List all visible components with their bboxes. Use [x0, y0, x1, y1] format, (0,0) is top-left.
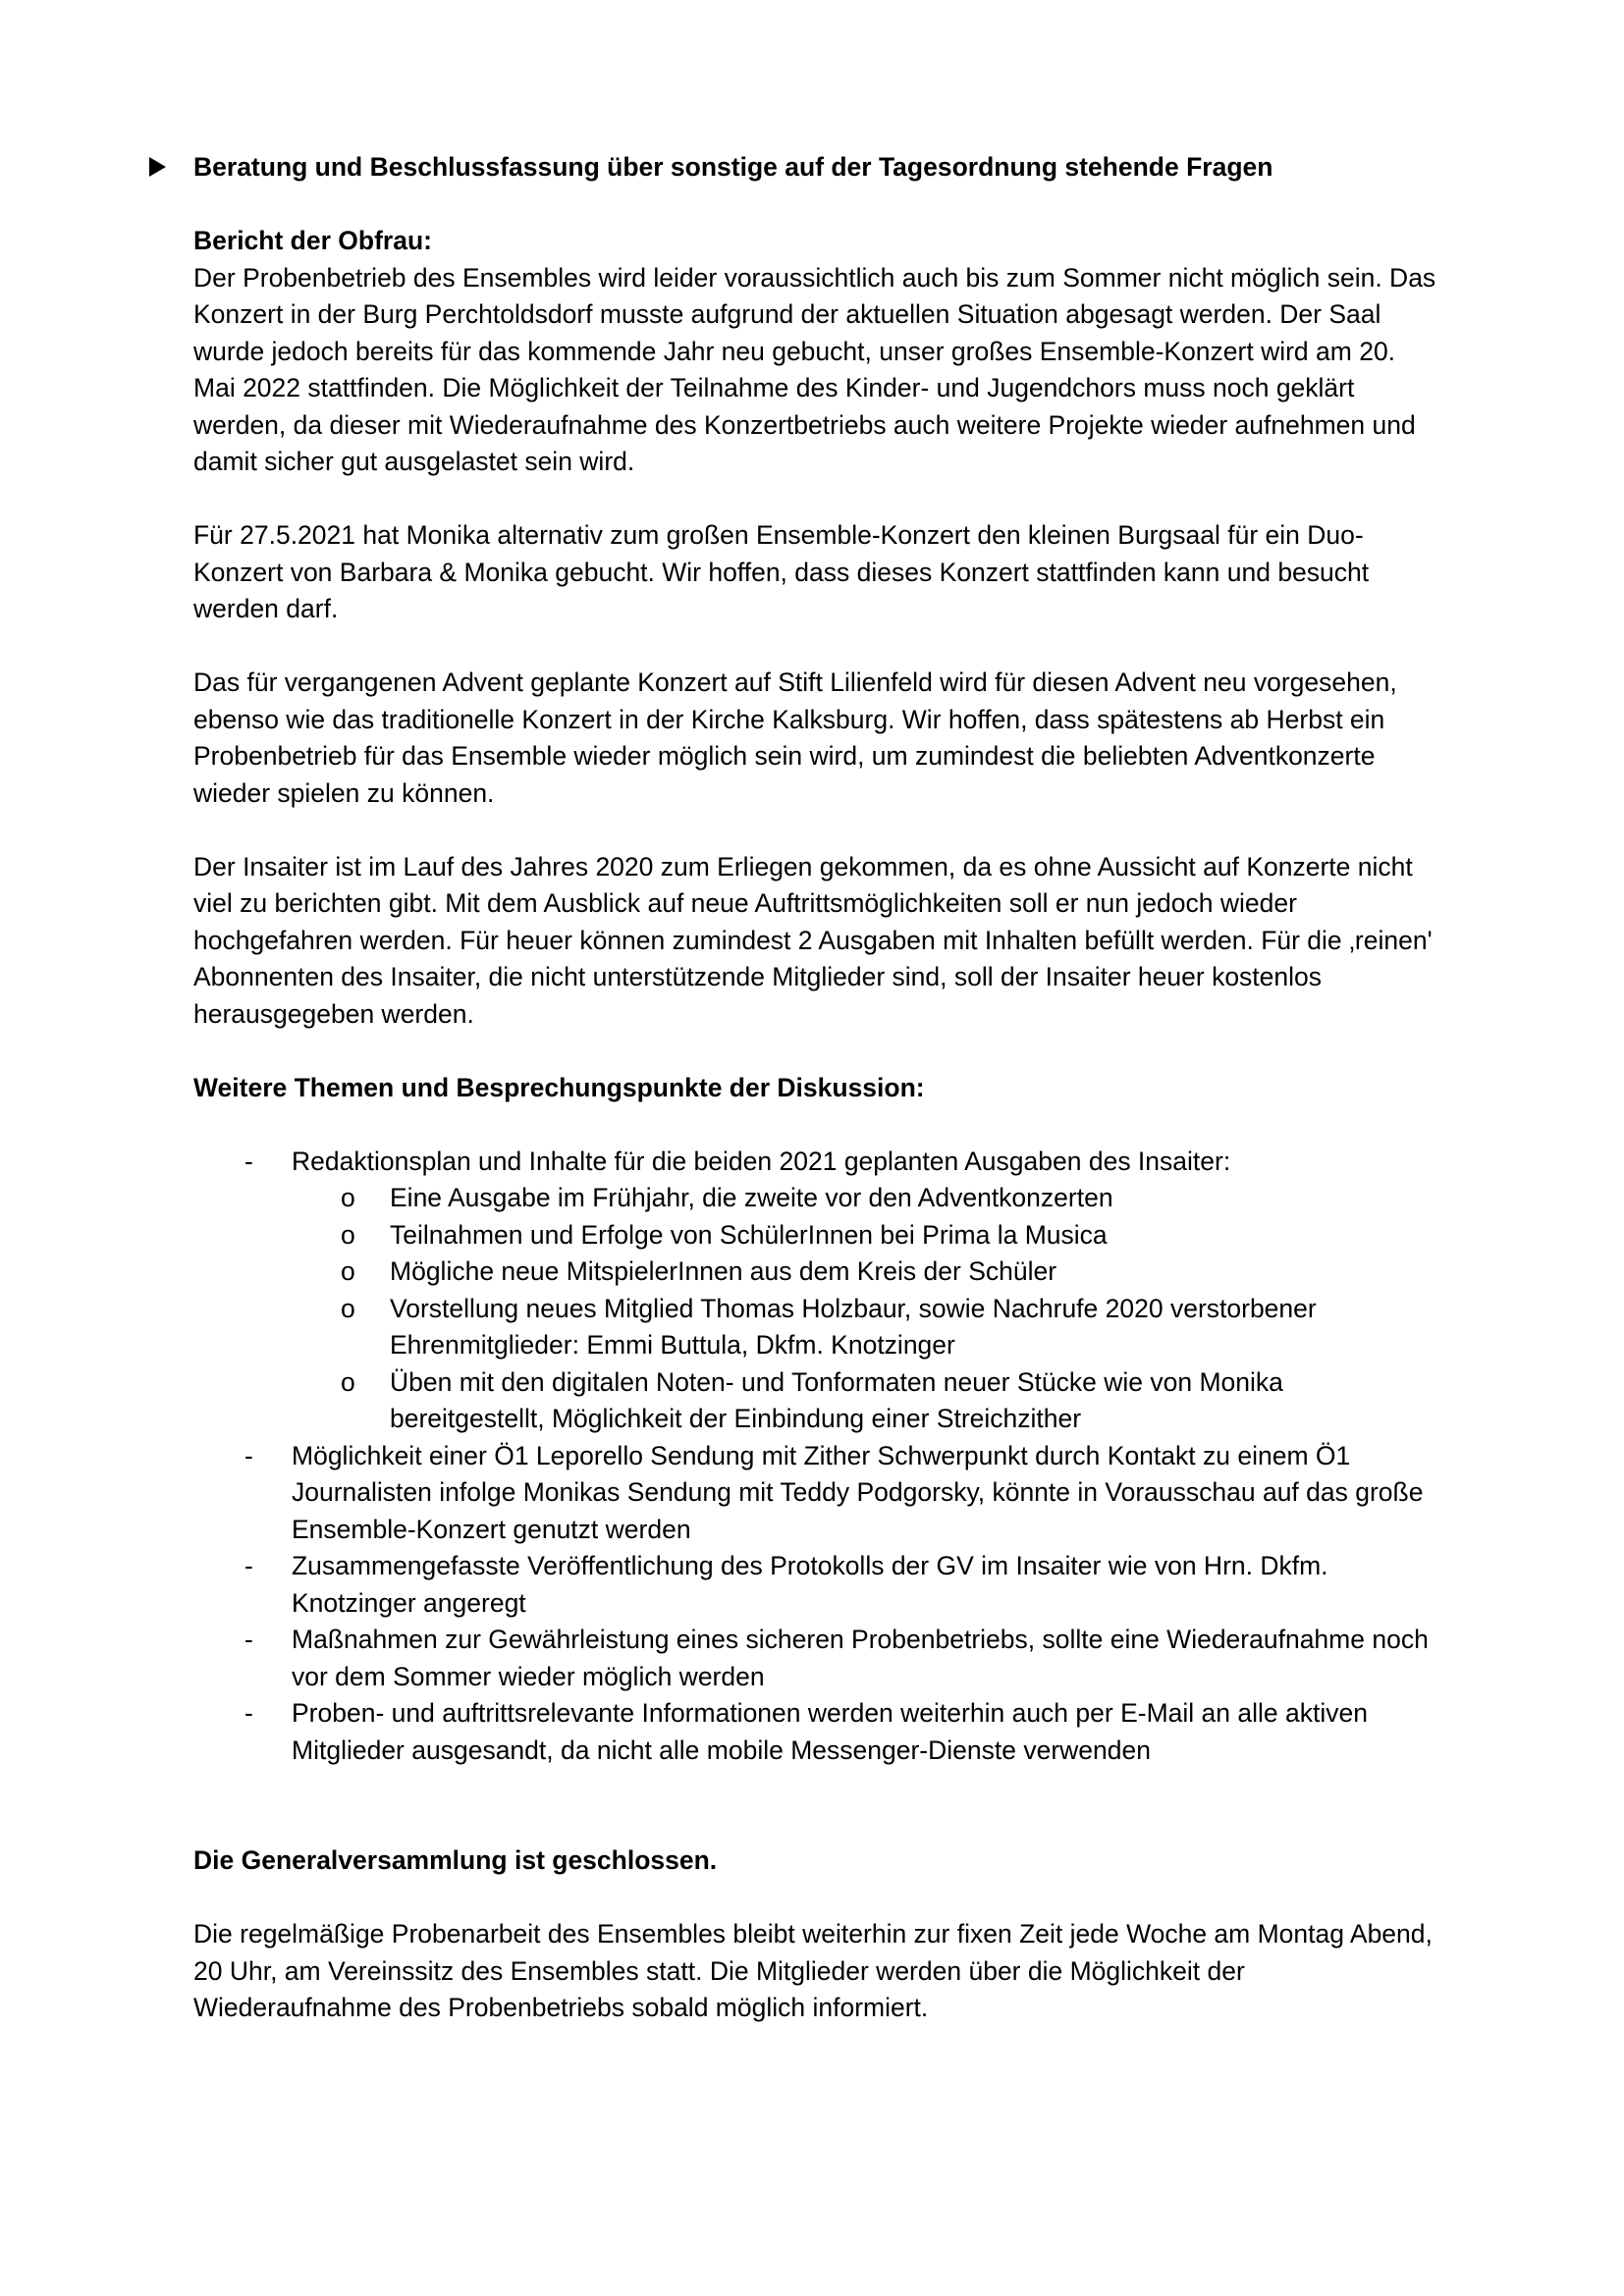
report-label: Bericht der Obfrau: — [193, 226, 432, 255]
sub-list-item — [292, 1364, 1440, 1438]
circle-bullet-icon: o — [341, 1183, 355, 1212]
dash-bullet-icon: - — [244, 1551, 253, 1580]
closing-paragraph: Die regelmäßige Probenarbeit des Ensembles bleibt weiterhin zur fixen Zeit jede Woche am Montag Abend, 20 Uhr, am Vereinssitz des Ensembles statt. Die Mitglieder werden über die Möglichkeit der Wiederaufnahme des Probenbetriebs sobald möglich informiert. — [193, 1919, 1433, 2022]
circle-bullet-icon: o — [341, 1293, 355, 1323]
arrow-bullet-icon — [149, 157, 166, 177]
list-item — [193, 1438, 1440, 1549]
dash-bullet-icon: - — [244, 1146, 253, 1176]
list-item — [193, 1622, 1440, 1695]
dash-bullet-icon: - — [244, 1625, 253, 1654]
list-item-text: Redaktionsplan und Inhalte für die beiden 2021 geplanten Ausgaben des Insaiter: — [292, 1146, 1231, 1176]
sub-list-item — [292, 1254, 1440, 1291]
sub-list-item — [292, 1291, 1440, 1364]
section-title: Beratung und Beschlussfassung über sonstige auf der Tagesordnung stehende Fragen — [193, 152, 1273, 182]
list-item-text: Proben- und auftrittsrelevante Informationen werden weiterhin auch per E-Mail an alle aktiven Mitglieder ausgesandt, da nicht alle mobile Messenger-Dienste verwenden — [292, 1698, 1368, 1765]
report-paragraph-1: Der Probenbetrieb des Ensembles wird leider voraussichtlich auch bis zum Sommer nicht möglich sein. Das Konzert in der Burg Perchtoldsdorf musste aufgrund der aktuellen Situation abgesagt werden. Der Saal wurde jedoch bereits für das kommende Jahr neu gebucht, unser großes Ensemble-Konzert wird am 20. Mai 2022 stattfinden. Die Möglichkeit der Teilnahme des Kinder- und Jugendchors muss noch geklärt werden, da dieser mit Wiederaufnahme des Konzertbetriebs auch weitere Projekte wieder aufnehmen und damit sicher gut ausgelastet sein wird. — [193, 262, 1436, 476]
sub-list-item-text: Vorstellung neues Mitglied Thomas Holzbaur, sowie Nachrufe 2020 verstorbener Ehrenmitglieder: Emmi Buttula, Dkfm. Knotzinger — [390, 1293, 1317, 1360]
list-item-text: Möglichkeit einer Ö1 Leporello Sendung mit Zither Schwerpunkt durch Kontakt zu einem Ö1 Journalisten infolge Monikas Sendung mit Teddy Podgorsky, könnte in Vorausschau auf das große Ensemble-Konzert genutzt werden — [292, 1440, 1424, 1544]
discussion-list — [193, 1144, 1440, 1770]
list-item-text: Zusammengefasste Veröffentlichung des Protokolls der GV im Insaiter wie von Hrn. Dkfm. Knotzinger angeregt — [292, 1551, 1328, 1618]
dash-bullet-icon: - — [244, 1698, 253, 1728]
circle-bullet-icon: o — [341, 1366, 355, 1397]
sub-list-item-text: Üben mit den digitalen Noten- und Tonformaten neuer Stücke wie von Monika bereitgestellt, Möglichkeit der Einbindung einer Streichzither — [390, 1366, 1283, 1433]
list-item — [193, 1695, 1440, 1769]
sub-list-item — [292, 1180, 1440, 1217]
sub-list — [292, 1180, 1440, 1438]
report-paragraph-4: Der Insaiter ist im Lauf des Jahres 2020 zum Erliegen gekommen, da es ohne Aussicht auf Konzerte nicht viel zu berichten gibt. Mit dem Ausblick auf neue Auftrittsmöglichkeiten soll er nun jedoch wieder hochgefahren werden. Für heuer können zumindest 2 Ausgaben mit Inhalten befüllt werden. Für die ‚reinen' Abonnenten des Insaiter, die nicht unterstützende Mitglieder sind, soll der Insaiter heuer kostenlos herausgegeben werden. — [193, 851, 1433, 1029]
sub-list-item-text: Eine Ausgabe im Frühjahr, die zweite vor den Adventkonzerten — [390, 1183, 1113, 1212]
sub-list-item-text: Teilnahmen und Erfolge von SchülerInnen bei Prima la Musica — [390, 1219, 1108, 1250]
dash-bullet-icon: - — [244, 1440, 253, 1470]
sub-list-item-text: Mögliche neue MitspielerInnen aus dem Kreis der Schüler — [390, 1256, 1057, 1286]
report-section — [193, 223, 1440, 1033]
report-paragraph-3: Das für vergangenen Advent geplante Konzert auf Stift Lilienfeld wird für diesen Advent neu vorgesehen, ebenso wie das traditionelle Konzert in der Kirche Kalksburg. Wir hoffen, dass spätestens ab Herbst ein Probenbetrieb für das Ensemble wieder möglich sein wird, um zumindest die beliebten Adventkonzerte wieder spielen zu können. — [193, 667, 1397, 808]
circle-bullet-icon: o — [341, 1256, 355, 1286]
discussion-label: Weitere Themen und Besprechungspunkte der Diskussion: — [193, 1072, 925, 1102]
list-item — [193, 1548, 1440, 1622]
circle-bullet-icon: o — [341, 1219, 355, 1250]
sub-list-item — [292, 1217, 1440, 1255]
list-item — [193, 1144, 1440, 1438]
list-item-text: Maßnahmen zur Gewährleistung eines sicheren Probenbetriebs, sollte eine Wiederaufnahme noch vor dem Sommer wieder möglich werden — [292, 1625, 1429, 1691]
document-content — [193, 149, 1440, 2027]
discussion-section — [193, 1070, 1440, 1770]
report-paragraph-2: Für 27.5.2021 hat Monika alternativ zum großen Ensemble-Konzert den kleinen Burgsaal für ein Duo-Konzert von Barbara & Monika gebucht. Wir hoffen, dass dieses Konzert stattfinden kann und besucht werden darf. — [193, 520, 1370, 623]
closing-heading: Die Generalversammlung ist geschlossen. — [193, 1845, 718, 1875]
